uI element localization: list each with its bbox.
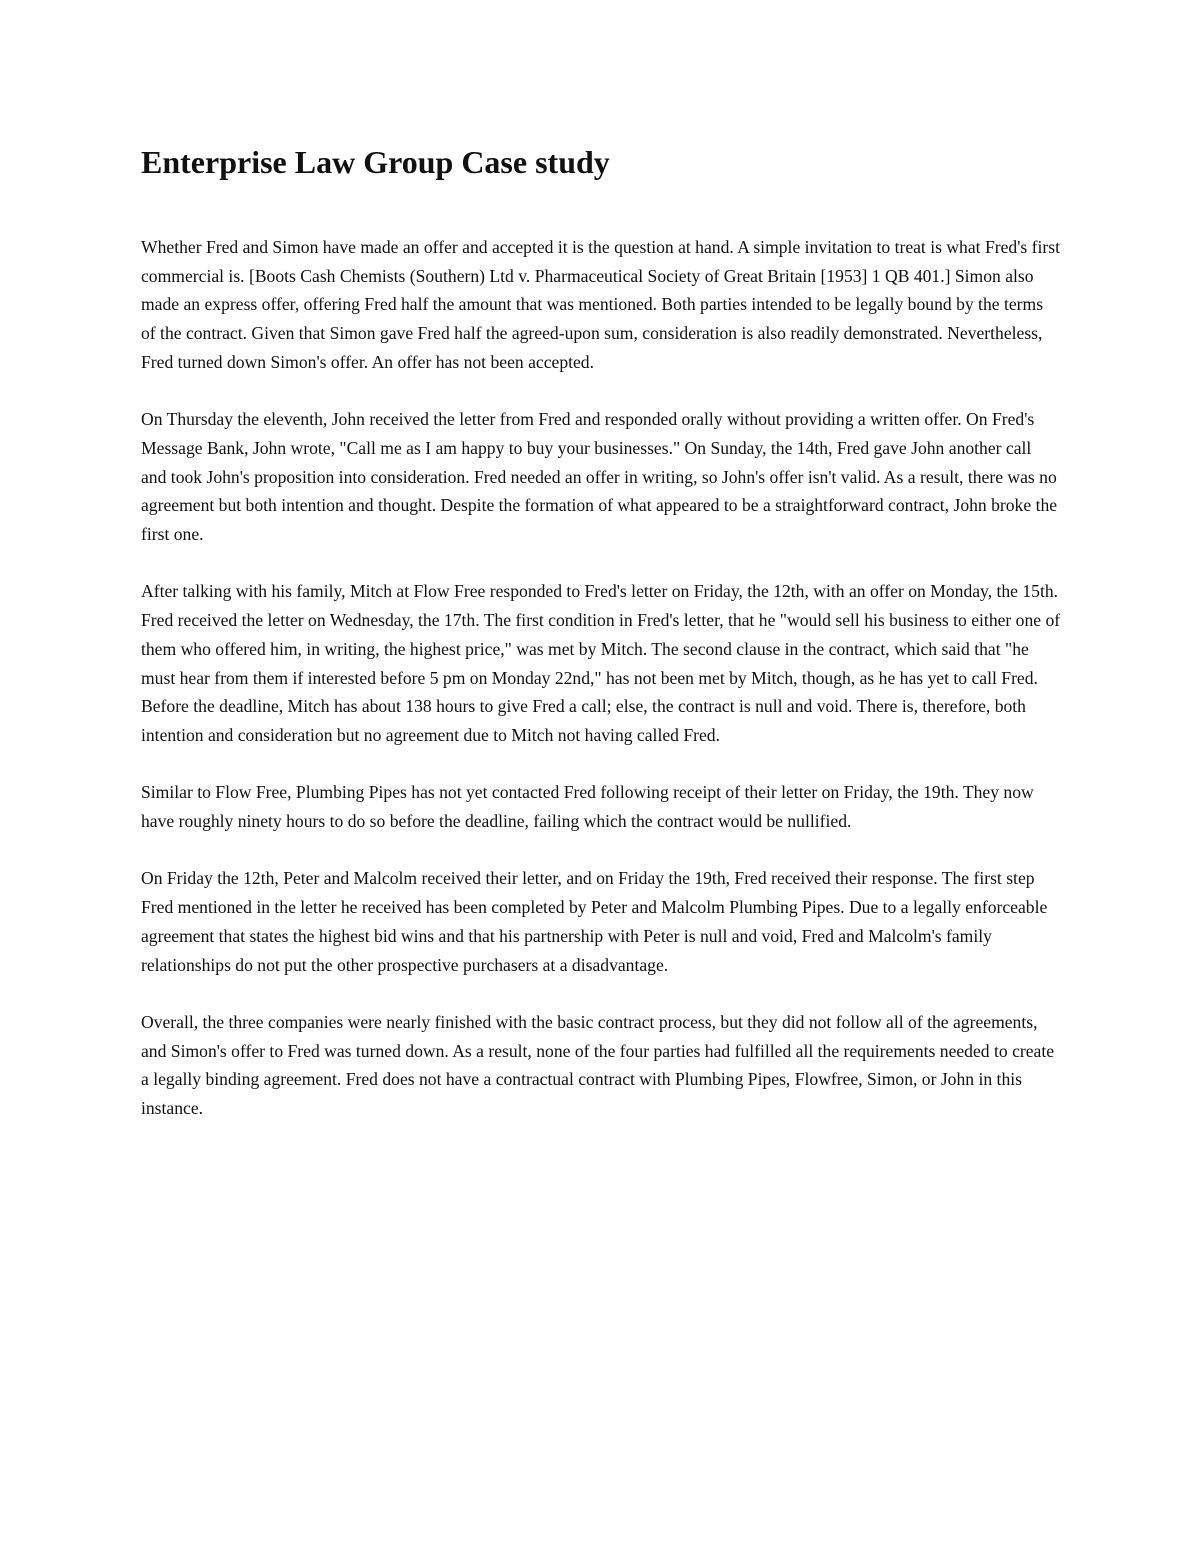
document-body <box>141 233 1061 1123</box>
paragraph-plumbing-pipes: Similar to Flow Free, Plumbing Pipes has not yet contacted Fred following receipt of their letter on Friday, the 19th. They now have roughly ninety hours to do so before the deadline, failing which the contract would be nullified. <box>141 782 1034 832</box>
paragraph-john-response: On Thursday the eleventh, John received the letter from Fred and responded orally without providing a written offer. On Fred's Message Bank, John wrote, "Call me as I am happy to buy your businesses." On Sunday, the 14th, Fred gave John another call and took John's proposition into consideration. Fred needed an offer in writing, so John's offer isn't valid. As a result, there was no agreement but both intention and thought. Despite the formation of what appeared to be a straightforward contract, John broke the first one. <box>141 409 1058 545</box>
document-title: Enterprise Law Group Case study <box>141 144 610 180</box>
paragraph-flow-free: After talking with his family, Mitch at Flow Free responded to Fred's letter on Friday, the 12th, with an offer on Monday, the 15th. Fred received the letter on Wednesday, the 17th. The first condition in Fred's letter, that he "would sell his business to either one of them who offered him, in writing, the highest price," was met by Mitch. The second clause in the contract, which said that "he must hear from them if interested before 5 pm on Monday 22nd," has not been met by Mitch, though, as he has yet to call Fred. Before the deadline, Mitch has about 138 hours to give Fred a call; else, the contract is null and void. There is, therefore, both intention and consideration but no agreement due to Mitch not having called Fred. <box>141 581 1061 745</box>
paragraph-offer-acceptance: Whether Fred and Simon have made an offer and accepted it is the question at hand. A simple invitation to treat is what Fred's first commercial is. [Boots Cash Chemists (Southern) Ltd v. Pharmaceutical Society of Great Britain [1953] 1 QB 401.] Simon also made an express offer, offering Fred half the amount that was mentioned. Both parties intended to be legally bound by the terms of the contract. Given that Simon gave Fred half the agreed-upon sum, consideration is also readily demonstrated. Nevertheless, Fred turned down Simon's offer. An offer has not been accepted. <box>141 237 1060 372</box>
paragraph-conclusion: Overall, the three companies were nearly finished with the basic contract process, but they did not follow all of the agreements, and Simon's offer to Fred was turned down. As a result, none of the four parties had fulfilled all the requirements needed to create a legally binding agreement. Fred does not have a contractual contract with Plumbing Pipes, Flowfree, Simon, or John in this instance. <box>141 1011 1055 1119</box>
document-content <box>141 138 1061 1123</box>
paragraph-peter-malcolm: On Friday the 12th, Peter and Malcolm received their letter, and on Friday the 19th, Fred received their response. The first step Fred mentioned in the letter he received has been completed by Peter and Malcolm Plumbing Pipes. Due to a legally enforceable agreement that states the highest bid wins and that his partnership with Peter is null and void, Fred and Malcolm's family relationships do not put the other prospective purchasers at a disadvantage. <box>141 868 1048 975</box>
